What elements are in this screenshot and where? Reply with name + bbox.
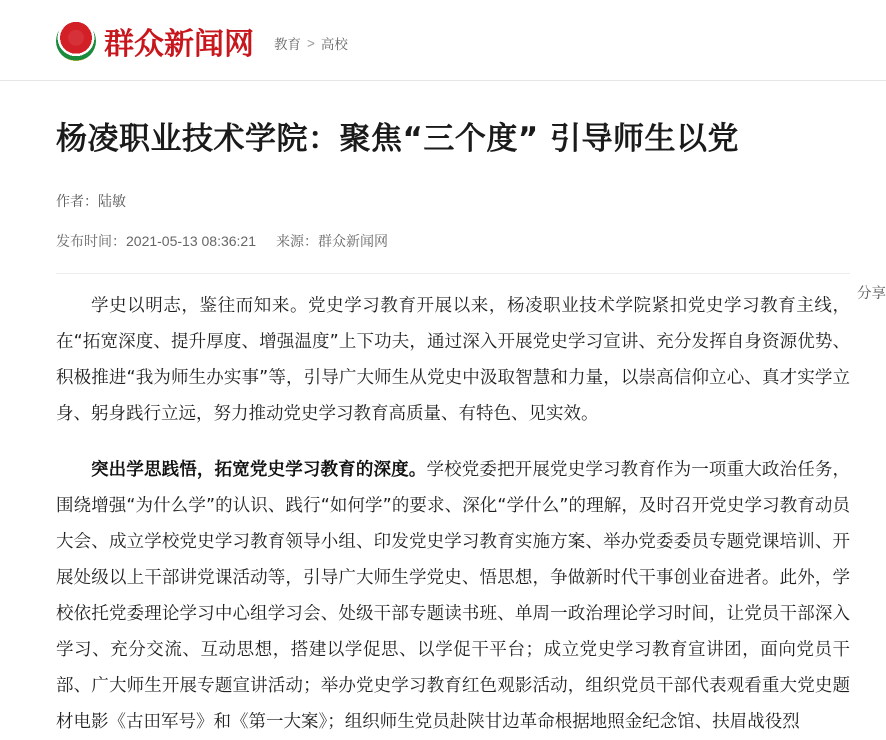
article-meta — [56, 231, 850, 251]
article-paragraph — [56, 452, 850, 740]
article-author — [56, 191, 850, 211]
publish-value: 2021-05-13 08:36:21 — [126, 233, 256, 249]
breadcrumb-separator: > — [307, 35, 315, 51]
paragraph-text: 学史以明志，鉴往而知来。党史学习教育开展以来，杨凌职业技术学院紧扣党史学习教育主线，在“拓宽深度、提升厚度、增强温度”上下功夫，通过深入开展党史学习宣讲、充分发挥自身资源优势、积极推进“我为师生办实事”等，引导广大师生从党史中汲取智慧和力量，以崇高信仰立心、真才实学立身、躬身践行立远，努力推动党史学习教育高质量、有特色、见实效。 — [56, 296, 850, 424]
article-body — [56, 288, 850, 740]
site-header — [0, 0, 886, 81]
paragraph-lead: 突出学思践悟，拓宽党史学习教育的深度。 — [91, 460, 427, 480]
share-button[interactable]: 分享 — [857, 286, 886, 302]
author-label: 作者： — [56, 193, 98, 209]
news-logo-icon — [56, 21, 96, 61]
publish-time — [56, 231, 256, 251]
breadcrumb-item-education[interactable]: 教育 — [274, 37, 301, 52]
site-logo[interactable] — [56, 20, 254, 62]
source-label: 来源： — [276, 233, 318, 249]
site-logo-text: 群众新闻网 — [104, 27, 254, 62]
article-paragraph — [56, 288, 850, 432]
article — [0, 117, 886, 740]
article-source — [276, 231, 388, 251]
breadcrumb — [274, 33, 348, 53]
meta-divider — [56, 273, 850, 274]
publish-label: 发布时间： — [56, 233, 126, 249]
source-value[interactable]: 群众新闻网 — [318, 233, 388, 249]
breadcrumb-item-university[interactable]: 高校 — [320, 37, 348, 52]
author-name: 陆敏 — [98, 193, 126, 209]
paragraph-text: 学校党委把开展党史学习教育作为一项重大政治任务，围绕增强“为什么学”的认识、践行“如何学”的要求、深化“学什么”的理解，及时召开党史学习教育动员大会、成立学校党史学习教育领导小组、印发党史学习教育实施方案、举办党委委员专题党课培训、开展处级以上干部讲党课活动等，引导广大师生学党史、悟思想，争做新时代干事创业奋进者。此外，学校依托党委理论学习中心组学习会、处级干部专题读书班、单周一政治理论学习时间，让党员干部深入学习、充分交流、互动思想，搭建以学促思、以学促干平台；成立党史学习教育宣讲团，面向党员干部、广大师生开展专题宣讲活动；举办党史学习教育红色观影活动，组织党员干部代表观看重大党史题材电影《古田军号》和《第一大案》；组织师生党员赴陕甘边革命根据地照金纪念馆、扶眉战役烈 — [56, 460, 851, 732]
page-title: 杨凌职业技术学院：聚焦“三个度” 引导师生以党 — [56, 121, 740, 157]
